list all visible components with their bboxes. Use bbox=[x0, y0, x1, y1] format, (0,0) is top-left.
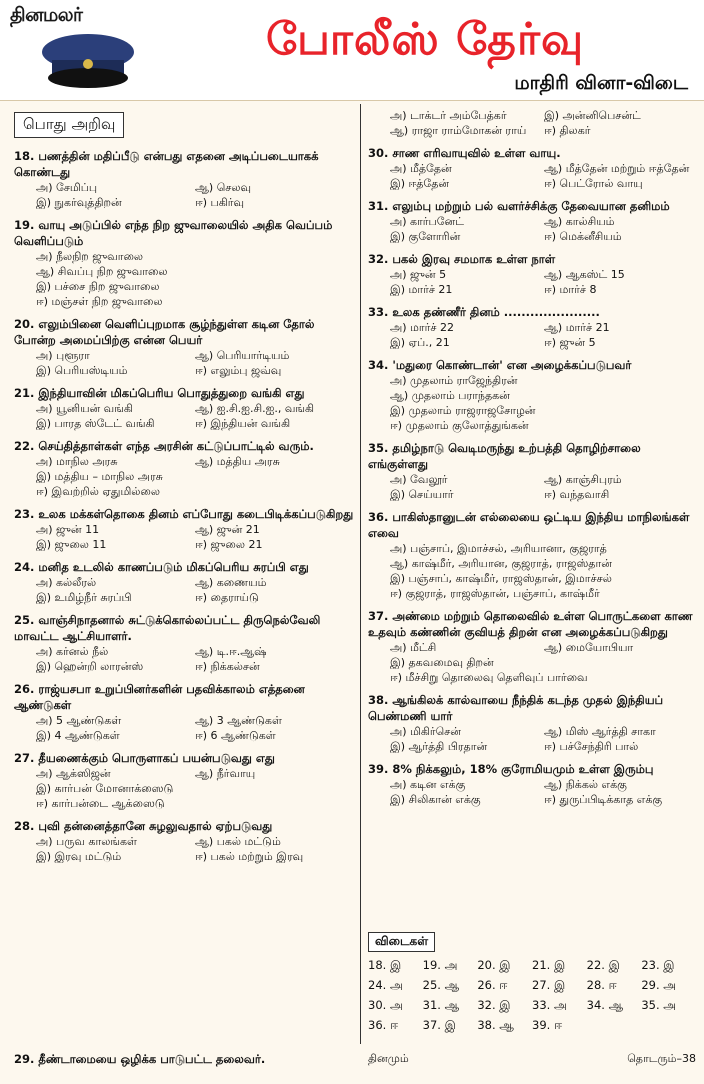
option-row bbox=[390, 267, 698, 282]
option: ஈ) 6 ஆண்டுகள் bbox=[195, 729, 276, 742]
option: ஆ) ஜுன் 21 bbox=[195, 523, 260, 536]
option: ஈ) திலகர் bbox=[544, 124, 591, 137]
option: ஈ) வந்தவாசி bbox=[544, 488, 610, 501]
option-row bbox=[390, 388, 698, 403]
option: அ) புளூரா bbox=[36, 349, 90, 362]
option-row bbox=[36, 575, 354, 590]
option: அ) முதலாம் ராஜேந்திரன் bbox=[390, 374, 518, 387]
option-row bbox=[390, 123, 698, 138]
option-row bbox=[390, 320, 698, 335]
options bbox=[390, 214, 698, 244]
option-row bbox=[36, 766, 354, 781]
option: இ) பாரத ஸ்டேட் வங்கி bbox=[36, 417, 155, 430]
question-stem: 37. அண்மை மற்றும் தொலைவில் உள்ள பொருட்களை காண உதவும் கண்ணின் குவியத் திறன் என அழைக்கப்படுகிறது bbox=[368, 609, 693, 639]
option: ஆ) கால்சியம் bbox=[544, 215, 615, 228]
question-stem: 19. வாயு அடுப்பில் எந்த நிற ஜுவாலையில் அதிக வெப்பம் வெளிப்படும் bbox=[14, 218, 333, 248]
option: அ) 5 ஆண்டுகள் bbox=[36, 714, 122, 727]
option: ஆ) கணையம் bbox=[195, 576, 267, 589]
option: இ) ஈத்தேன் bbox=[390, 177, 450, 190]
option-row bbox=[36, 264, 354, 279]
options bbox=[36, 766, 354, 811]
option-row bbox=[36, 416, 354, 431]
question-stem: 22. செய்தித்தாள்கள் எந்த அரசின் கட்டுப்பாட்டில் வரும். bbox=[14, 439, 314, 453]
option-row bbox=[390, 403, 698, 418]
question-item bbox=[14, 750, 354, 811]
option: ஆ) மையோபியா bbox=[544, 641, 634, 654]
right-column bbox=[368, 104, 698, 814]
option: இ) அன்னிபெசன்ட் bbox=[544, 109, 641, 122]
option-row bbox=[390, 640, 698, 655]
option: ஈ) இந்தியன் வங்கி bbox=[195, 417, 291, 430]
option: ஈ) குஜராத், ராஜஸ்தான், பஞ்சாப், காஷ்மீர் bbox=[390, 587, 600, 600]
question-item bbox=[14, 316, 354, 378]
option: அ) டாக்டர் அம்பேத்கர் bbox=[390, 109, 507, 122]
option-row bbox=[36, 644, 354, 659]
option: அ) ஜுன் 5 bbox=[390, 268, 447, 281]
option: ஈ) எலும்பு ஜவ்வு bbox=[195, 364, 282, 377]
option: ஆ) நீர்வாயு bbox=[195, 767, 256, 780]
option-row bbox=[390, 739, 698, 754]
option-row bbox=[36, 484, 354, 499]
question-29: 29. தீண்டாமையை ஒழிக்க பாடுபட்ட தலைவர். bbox=[14, 1052, 266, 1066]
option: ஆ) பகல் மட்டும் bbox=[195, 835, 281, 848]
option-row bbox=[36, 348, 354, 363]
option: இ) மத்திய – மாநில அரசு bbox=[36, 470, 163, 483]
option: ஆ) ஐ.சி.ஐ.சி.ஐ., வங்கி bbox=[195, 402, 315, 415]
question-item bbox=[14, 818, 354, 864]
option-row bbox=[390, 373, 698, 388]
option: அ) யூனியன் வங்கி bbox=[36, 402, 133, 415]
option: ஈ) துருப்பிடிக்காத எக்கு bbox=[544, 793, 663, 806]
option-row bbox=[36, 659, 354, 674]
options bbox=[390, 541, 698, 601]
question-item bbox=[14, 612, 354, 674]
answer-grid bbox=[368, 958, 696, 1034]
answer-item: 32. இ bbox=[477, 998, 511, 1012]
option-row bbox=[390, 472, 698, 487]
question-stem: 18. பணத்தின் மதிப்பீடு என்பது எதனை அடிப்படையாகக் கொண்டது bbox=[14, 149, 319, 179]
options bbox=[36, 834, 354, 864]
question-item bbox=[14, 438, 354, 499]
answer-item: 18. இ bbox=[368, 958, 402, 972]
answer-item: 25. ஆ bbox=[422, 978, 460, 992]
question-item bbox=[14, 217, 354, 309]
option: இ) பச்சை நிற ஜுவாலை bbox=[36, 280, 160, 293]
option: ஈ) ஜுன் 5 bbox=[544, 336, 596, 349]
option: இ) ஹென்றி லாரன்ஸ் bbox=[36, 660, 144, 673]
option: ஈ) கார்பன்டை ஆக்ஸைடு bbox=[36, 797, 165, 810]
option-row bbox=[36, 834, 354, 849]
question-item bbox=[368, 692, 698, 754]
question-item bbox=[14, 559, 354, 605]
option: ஈ) பெட்ரோல் வாயு bbox=[544, 177, 643, 190]
option: இ) குளோரின் bbox=[390, 230, 461, 243]
options bbox=[390, 108, 698, 138]
police-cap-icon bbox=[38, 30, 138, 94]
option: ஆ) சிவப்பு நிற ஜுவாலை bbox=[36, 265, 168, 278]
option: அ) கடின எக்கு bbox=[390, 778, 466, 791]
option-row bbox=[36, 401, 354, 416]
option: அ) மீட்சி bbox=[390, 641, 437, 654]
option: ஈ) மார்ச் 8 bbox=[544, 283, 597, 296]
option: ஆ) காஷ்மீர், அரியான, குஜராத், ராஜஸ்தான் bbox=[390, 557, 612, 570]
question-stem: 20. எலும்பினை வெளிப்புறமாக சூழ்ந்துள்ள கடின தோல் போன்ற அமைப்பிற்கு என்ன பெயர் bbox=[14, 317, 315, 347]
option: ஆ) மீத்தேன் மற்றும் ஈத்தேன் bbox=[544, 162, 690, 175]
option: ஈ) முதலாம் குலோத்துங்கன் bbox=[390, 419, 529, 432]
question-item bbox=[14, 681, 354, 743]
question-stem: 23. உலக மக்கள்தொகை தினம் எப்போது கடைபிடிக்கப்படுகிறது bbox=[14, 507, 354, 521]
option: இ) நுகர்வுத்திறன் bbox=[36, 196, 122, 209]
option: அ) நீலநிற ஜுவாலை bbox=[36, 250, 143, 263]
option-row bbox=[390, 214, 698, 229]
option: அ) மிகிர்சென் bbox=[390, 725, 461, 738]
option-row bbox=[390, 282, 698, 297]
section-title: பொது அறிவு bbox=[14, 112, 124, 138]
option-row bbox=[36, 781, 354, 796]
footer-right: தொடரும்–38 bbox=[627, 1052, 696, 1065]
option: இ) மார்ச் 21 bbox=[390, 283, 453, 296]
options bbox=[36, 522, 354, 552]
question-stem: 21. இந்தியாவின் மிகப்பெரிய பொதுத்துறை வங்கி எது bbox=[14, 386, 305, 400]
option: இ) 4 ஆண்டுகள் bbox=[36, 729, 120, 742]
question-stem: 31. எலும்பு மற்றும் பல் வளர்ச்சிக்கு தேவையான தனிமம் bbox=[368, 199, 670, 213]
option: ஆ) மத்திய அரசு bbox=[195, 455, 280, 468]
option-row bbox=[390, 670, 698, 685]
option: ஆ) செலவு bbox=[195, 181, 252, 194]
option-row bbox=[390, 571, 698, 586]
question-stem: 35. தமிழ்நாடு வெடிமருந்து உற்பத்தி தொழிற்சாலை எங்குள்ளது bbox=[368, 441, 641, 471]
answer-item: 24. அ bbox=[368, 978, 403, 992]
option-row bbox=[390, 487, 698, 502]
options bbox=[390, 320, 698, 350]
option-row bbox=[390, 792, 698, 807]
option: இ) ஆர்த்தி பிரதான் bbox=[390, 740, 488, 753]
options bbox=[390, 373, 698, 433]
option: அ) சேமிப்பு bbox=[36, 181, 98, 194]
left-column bbox=[14, 104, 354, 871]
left-question-list bbox=[14, 148, 354, 864]
option-row bbox=[36, 713, 354, 728]
option-row bbox=[36, 728, 354, 743]
option: இ) கார்பன் மோனாக்ஸைடு bbox=[36, 782, 174, 795]
question-item bbox=[368, 304, 698, 350]
option: இ) பெரியஸ்டியம் bbox=[36, 364, 128, 377]
option: ஆ) மிஸ் ஆர்த்தி சாகா bbox=[544, 725, 656, 738]
options bbox=[36, 454, 354, 499]
question-stem: 30. சாண எரிவாயுவில் உள்ள வாயு. bbox=[368, 146, 561, 160]
question-item bbox=[368, 440, 698, 502]
column-divider bbox=[360, 104, 361, 1044]
option-row bbox=[390, 724, 698, 739]
answer-item: 36. ஈ bbox=[368, 1018, 399, 1032]
logo-text: தினமலர் bbox=[10, 4, 83, 26]
option-row bbox=[36, 590, 354, 605]
answer-item: 35. அ bbox=[641, 998, 677, 1012]
options bbox=[390, 777, 698, 807]
footer-left: தினமும் bbox=[368, 1052, 409, 1065]
option: ஆ) 3 ஆண்டுகள் bbox=[195, 714, 282, 727]
option: அ) பஞ்சாப், இமாச்சல், அரியானா, குஜராத் bbox=[390, 542, 607, 555]
option-row bbox=[36, 796, 354, 811]
option: ஆ) மார்ச் 21 bbox=[544, 321, 610, 334]
answer-item: 34. ஆ bbox=[586, 998, 624, 1012]
option-row bbox=[36, 537, 354, 552]
answer-item: 21. இ bbox=[532, 958, 566, 972]
options bbox=[36, 249, 354, 309]
footer bbox=[368, 1052, 696, 1067]
answer-item: 22. இ bbox=[586, 958, 620, 972]
option: இ) சிலிகான் எக்கு bbox=[390, 793, 481, 806]
option: ஆ) முதலாம் பராந்தகன் bbox=[390, 389, 510, 402]
question-stem: 28. புவி தன்னைத்தானே சுழலுவதால் ஏற்படுவது bbox=[14, 819, 273, 833]
question-stem: 25. வாஞ்சிநாதனால் சுட்டுக்கொல்லப்பட்ட திருநெல்வேலி மாவட்ட ஆட்சியாளர். bbox=[14, 613, 321, 643]
option: ஈ) தைராய்டு bbox=[195, 591, 259, 604]
question-item bbox=[368, 198, 698, 244]
answer-item: 23. இ bbox=[641, 958, 675, 972]
answer-box bbox=[368, 930, 696, 1034]
option: ஈ) நிக்கல்சன் bbox=[195, 660, 260, 673]
answer-item: 39. ஈ bbox=[532, 1018, 563, 1032]
option-row bbox=[390, 586, 698, 601]
option: ஈ) பகல் மற்றும் இரவு bbox=[195, 850, 304, 863]
answers-title: விடைகள் bbox=[368, 932, 435, 952]
option-row bbox=[36, 279, 354, 294]
option: ஈ) இவற்றில் ஏதுமில்லை bbox=[36, 485, 160, 498]
option: ஆ) ஆகஸ்ட் 15 bbox=[544, 268, 625, 281]
option-row bbox=[36, 180, 354, 195]
option-row bbox=[390, 655, 698, 670]
question-stem: 39. 8% நிக்கலும், 18% குரோமியமும் உள்ள இரும்பு bbox=[368, 762, 654, 776]
question-stem: 38. ஆங்கிலக் கால்வாயை நீந்திக் கடந்த முதல் இந்தியப் பெண்மணி யார் bbox=[368, 693, 664, 723]
option-row bbox=[36, 195, 354, 210]
option: அ) மார்ச் 22 bbox=[390, 321, 454, 334]
option: அ) ஜுன் 11 bbox=[36, 523, 100, 536]
answer-item: 28. ஈ bbox=[586, 978, 617, 992]
question-item bbox=[14, 148, 354, 210]
page-subtitle: மாதிரி வினா-விடை bbox=[514, 72, 688, 94]
answer-item: 38. ஆ bbox=[477, 1018, 514, 1032]
options bbox=[390, 472, 698, 502]
option: அ) வேலூர் bbox=[390, 473, 448, 486]
option: ஈ) மீச்சிறு தொலைவு தெளிவுப் பார்வை bbox=[390, 671, 588, 684]
question-stem: 34. 'மதுரை கொண்டான்' என அழைக்கப்படுபவர் bbox=[368, 358, 632, 372]
options bbox=[390, 640, 698, 685]
option: ஈ) மெக்னீசியம் bbox=[544, 230, 622, 243]
option: இ) ஏப்., 21 bbox=[390, 336, 450, 349]
option: அ) ஆக்ஸிஜன் bbox=[36, 767, 111, 780]
option-row bbox=[390, 161, 698, 176]
option: அ) பருவ காலங்கள் bbox=[36, 835, 137, 848]
option-row bbox=[390, 418, 698, 433]
right-question-list bbox=[368, 108, 698, 807]
question-item bbox=[368, 608, 698, 685]
answer-item: 37. இ bbox=[422, 1018, 456, 1032]
option: ஈ) பகிர்வு bbox=[195, 196, 245, 209]
option: ஈ) ஜுலை 21 bbox=[195, 538, 263, 551]
option-row bbox=[390, 541, 698, 556]
option-row bbox=[390, 777, 698, 792]
question-item bbox=[368, 251, 698, 297]
option-row bbox=[36, 363, 354, 378]
option: ஈ) பச்சேந்திரி பால் bbox=[544, 740, 639, 753]
question-item bbox=[368, 509, 698, 601]
option-row bbox=[36, 249, 354, 264]
option-row bbox=[390, 335, 698, 350]
option-row bbox=[36, 522, 354, 537]
answer-item: 27. இ bbox=[532, 978, 566, 992]
question-stem: 36. பாகிஸ்தானுடன் எல்லையை ஒட்டிய இந்திய மாநிலங்கள் எவை bbox=[368, 510, 690, 540]
question-item bbox=[368, 761, 698, 807]
option: அ) கர்னல் நீல் bbox=[36, 645, 109, 658]
option: அ) மாநில அரசு bbox=[36, 455, 118, 468]
answer-item: 26. ஈ bbox=[477, 978, 508, 992]
option-row bbox=[390, 229, 698, 244]
option: ஆ) பெரியார்டியம் bbox=[195, 349, 290, 362]
header bbox=[0, 0, 704, 101]
answer-item: 20. இ bbox=[477, 958, 511, 972]
options bbox=[36, 713, 354, 743]
option: இ) பஞ்சாப், காஷ்மீர், ராஜஸ்தான், இமாச்சல் bbox=[390, 572, 612, 585]
answer-item: 30. அ bbox=[368, 998, 403, 1012]
question-stem: 24. மனித உடலில் காணப்படும் மிகப்பெரிய சுரப்பி எது bbox=[14, 560, 309, 574]
option: ஆ) காஞ்சிபுரம் bbox=[544, 473, 622, 486]
answer-item: 33. அ bbox=[532, 998, 567, 1012]
question-stem: 27. தீயணைக்கும் பொருளாகப் பயன்படுவது எது bbox=[14, 751, 275, 765]
question-item bbox=[368, 357, 698, 433]
option: ஈ) மஞ்சள் நிற ஜுவாலை bbox=[36, 295, 163, 308]
answer-item: 31. ஆ bbox=[422, 998, 460, 1012]
options bbox=[36, 401, 354, 431]
option: இ) செய்யார் bbox=[390, 488, 454, 501]
option: அ) கல்லீரல் bbox=[36, 576, 97, 589]
options bbox=[390, 161, 698, 191]
option: இ) இரவு மட்டும் bbox=[36, 850, 122, 863]
question-stem: 32. பகல் இரவு சமமாக உள்ள நாள் bbox=[368, 252, 556, 266]
question-item bbox=[368, 108, 698, 138]
option-row bbox=[36, 469, 354, 484]
option: ஆ) ராஜா ராம்மோகன் ராய் bbox=[390, 124, 527, 137]
answer-item: 19. அ bbox=[422, 958, 458, 972]
option-row bbox=[390, 108, 698, 123]
option-row bbox=[390, 176, 698, 191]
option-row bbox=[36, 849, 354, 864]
options bbox=[36, 575, 354, 605]
question-item bbox=[14, 506, 354, 552]
option: இ) தகவமைவு திறன் bbox=[390, 656, 494, 669]
option-row bbox=[390, 556, 698, 571]
option: இ) உமிழ்நீர் சுரப்பி bbox=[36, 591, 132, 604]
option-row bbox=[36, 454, 354, 469]
options bbox=[390, 724, 698, 754]
options bbox=[390, 267, 698, 297]
option-row bbox=[36, 294, 354, 309]
options bbox=[36, 180, 354, 210]
options bbox=[36, 644, 354, 674]
answer-item: 29. அ bbox=[641, 978, 677, 992]
question-item bbox=[368, 145, 698, 191]
option: ஆ) டி.ஈ.ஆஷ் bbox=[195, 645, 267, 658]
option: இ) ஜுலை 11 bbox=[36, 538, 107, 551]
options bbox=[36, 348, 354, 378]
question-stem: 26. ராஜ்யசபா உறுப்பினர்களின் பதவிக்காலம் எத்தனை ஆண்டுகள் bbox=[14, 682, 305, 712]
option: ஆ) நிக்கல் எக்கு bbox=[544, 778, 627, 791]
option: அ) மீத்தேன் bbox=[390, 162, 452, 175]
question-item bbox=[14, 385, 354, 431]
option: அ) கார்பனேட் bbox=[390, 215, 464, 228]
page-title: போலீஸ் தேர்வு bbox=[265, 14, 585, 65]
option: இ) முதலாம் ராஜராஜசோழன் bbox=[390, 404, 536, 417]
question-stem: 33. உலக தண்ணீர் தினம் ...................... bbox=[368, 305, 600, 319]
logo bbox=[10, 4, 150, 96]
